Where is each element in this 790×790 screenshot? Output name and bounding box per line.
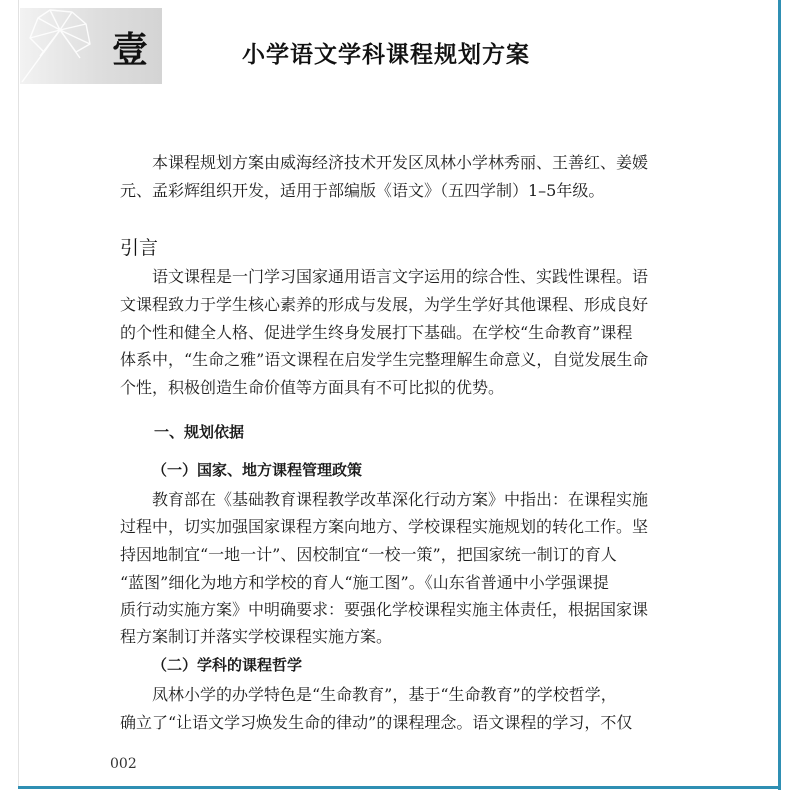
body-line: 质行动实施方案》中明确要求：要强化学校课程实施主体责任，根据国家课 [120, 600, 649, 619]
body-line: 确立了“让语文学习焕发生命的律动”的课程理念。语文课程的学习，不仅 [120, 713, 633, 732]
subsection-heading: （二）学科的课程哲学 [152, 656, 303, 674]
page-bottom-border [18, 786, 781, 789]
chapter-number: 壹 [112, 29, 149, 71]
body-line: 程方案制订并落实学校课程实施方案。 [120, 627, 393, 646]
intro-line: 本课程规划方案由威海经济技术开发区凤林小学林秀丽、王善红、姜媛 [152, 153, 649, 172]
page-title: 小学语文学科课程规划方案 [242, 41, 530, 68]
page-right-border [778, 0, 781, 790]
chapter-banner [20, 8, 162, 84]
body-line: 持因地制宜“一地一计”、因校制宜“一校一策”，把国家统一制订的育人 [120, 545, 617, 564]
leaf-icon [20, 8, 100, 84]
section-heading: 一、规划依据 [154, 423, 245, 441]
preface-line: 体系中，“生命之雅”语文课程在启发学生完整理解生命意义，自觉发展生命 [120, 350, 649, 369]
body-line: “蓝图”细化为地方和学校的育人“施工图”。《山东省普通中小学强课提 [120, 573, 609, 592]
preface-line: 文课程致力于学生核心素养的形成与发展，为学生学好其他课程、形成良好 [120, 295, 649, 314]
body-line: 凤林小学的办学特色是“生命教育”，基于“生命教育”的学校哲学， [152, 685, 617, 704]
page-left-edge [18, 0, 19, 789]
body-line: 教育部在《基础教育课程教学改革深化行动方案》中指出：在课程实施 [152, 490, 649, 509]
preface-line: 个性，积极创造生命价值等方面具有不可比拟的优势。 [120, 378, 505, 397]
intro-line: 元、孟彩辉组织开发，适用于部编版《语文》（五四学制）1–5年级。 [120, 181, 605, 200]
preface-line: 语文课程是一门学习国家通用语言文字运用的综合性、实践性课程。语 [152, 267, 649, 286]
preface-heading: 引言 [120, 237, 159, 259]
subsection-heading: （一）国家、地方课程管理政策 [152, 461, 363, 479]
body-line: 过程中，切实加强国家课程方案向地方、学校课程实施规划的转化工作。坚 [120, 517, 649, 536]
page-number: 002 [110, 756, 137, 772]
preface-line: 的个性和健全人格、促进学生终身发展打下基础。在学校“生命教育”课程 [120, 323, 633, 342]
